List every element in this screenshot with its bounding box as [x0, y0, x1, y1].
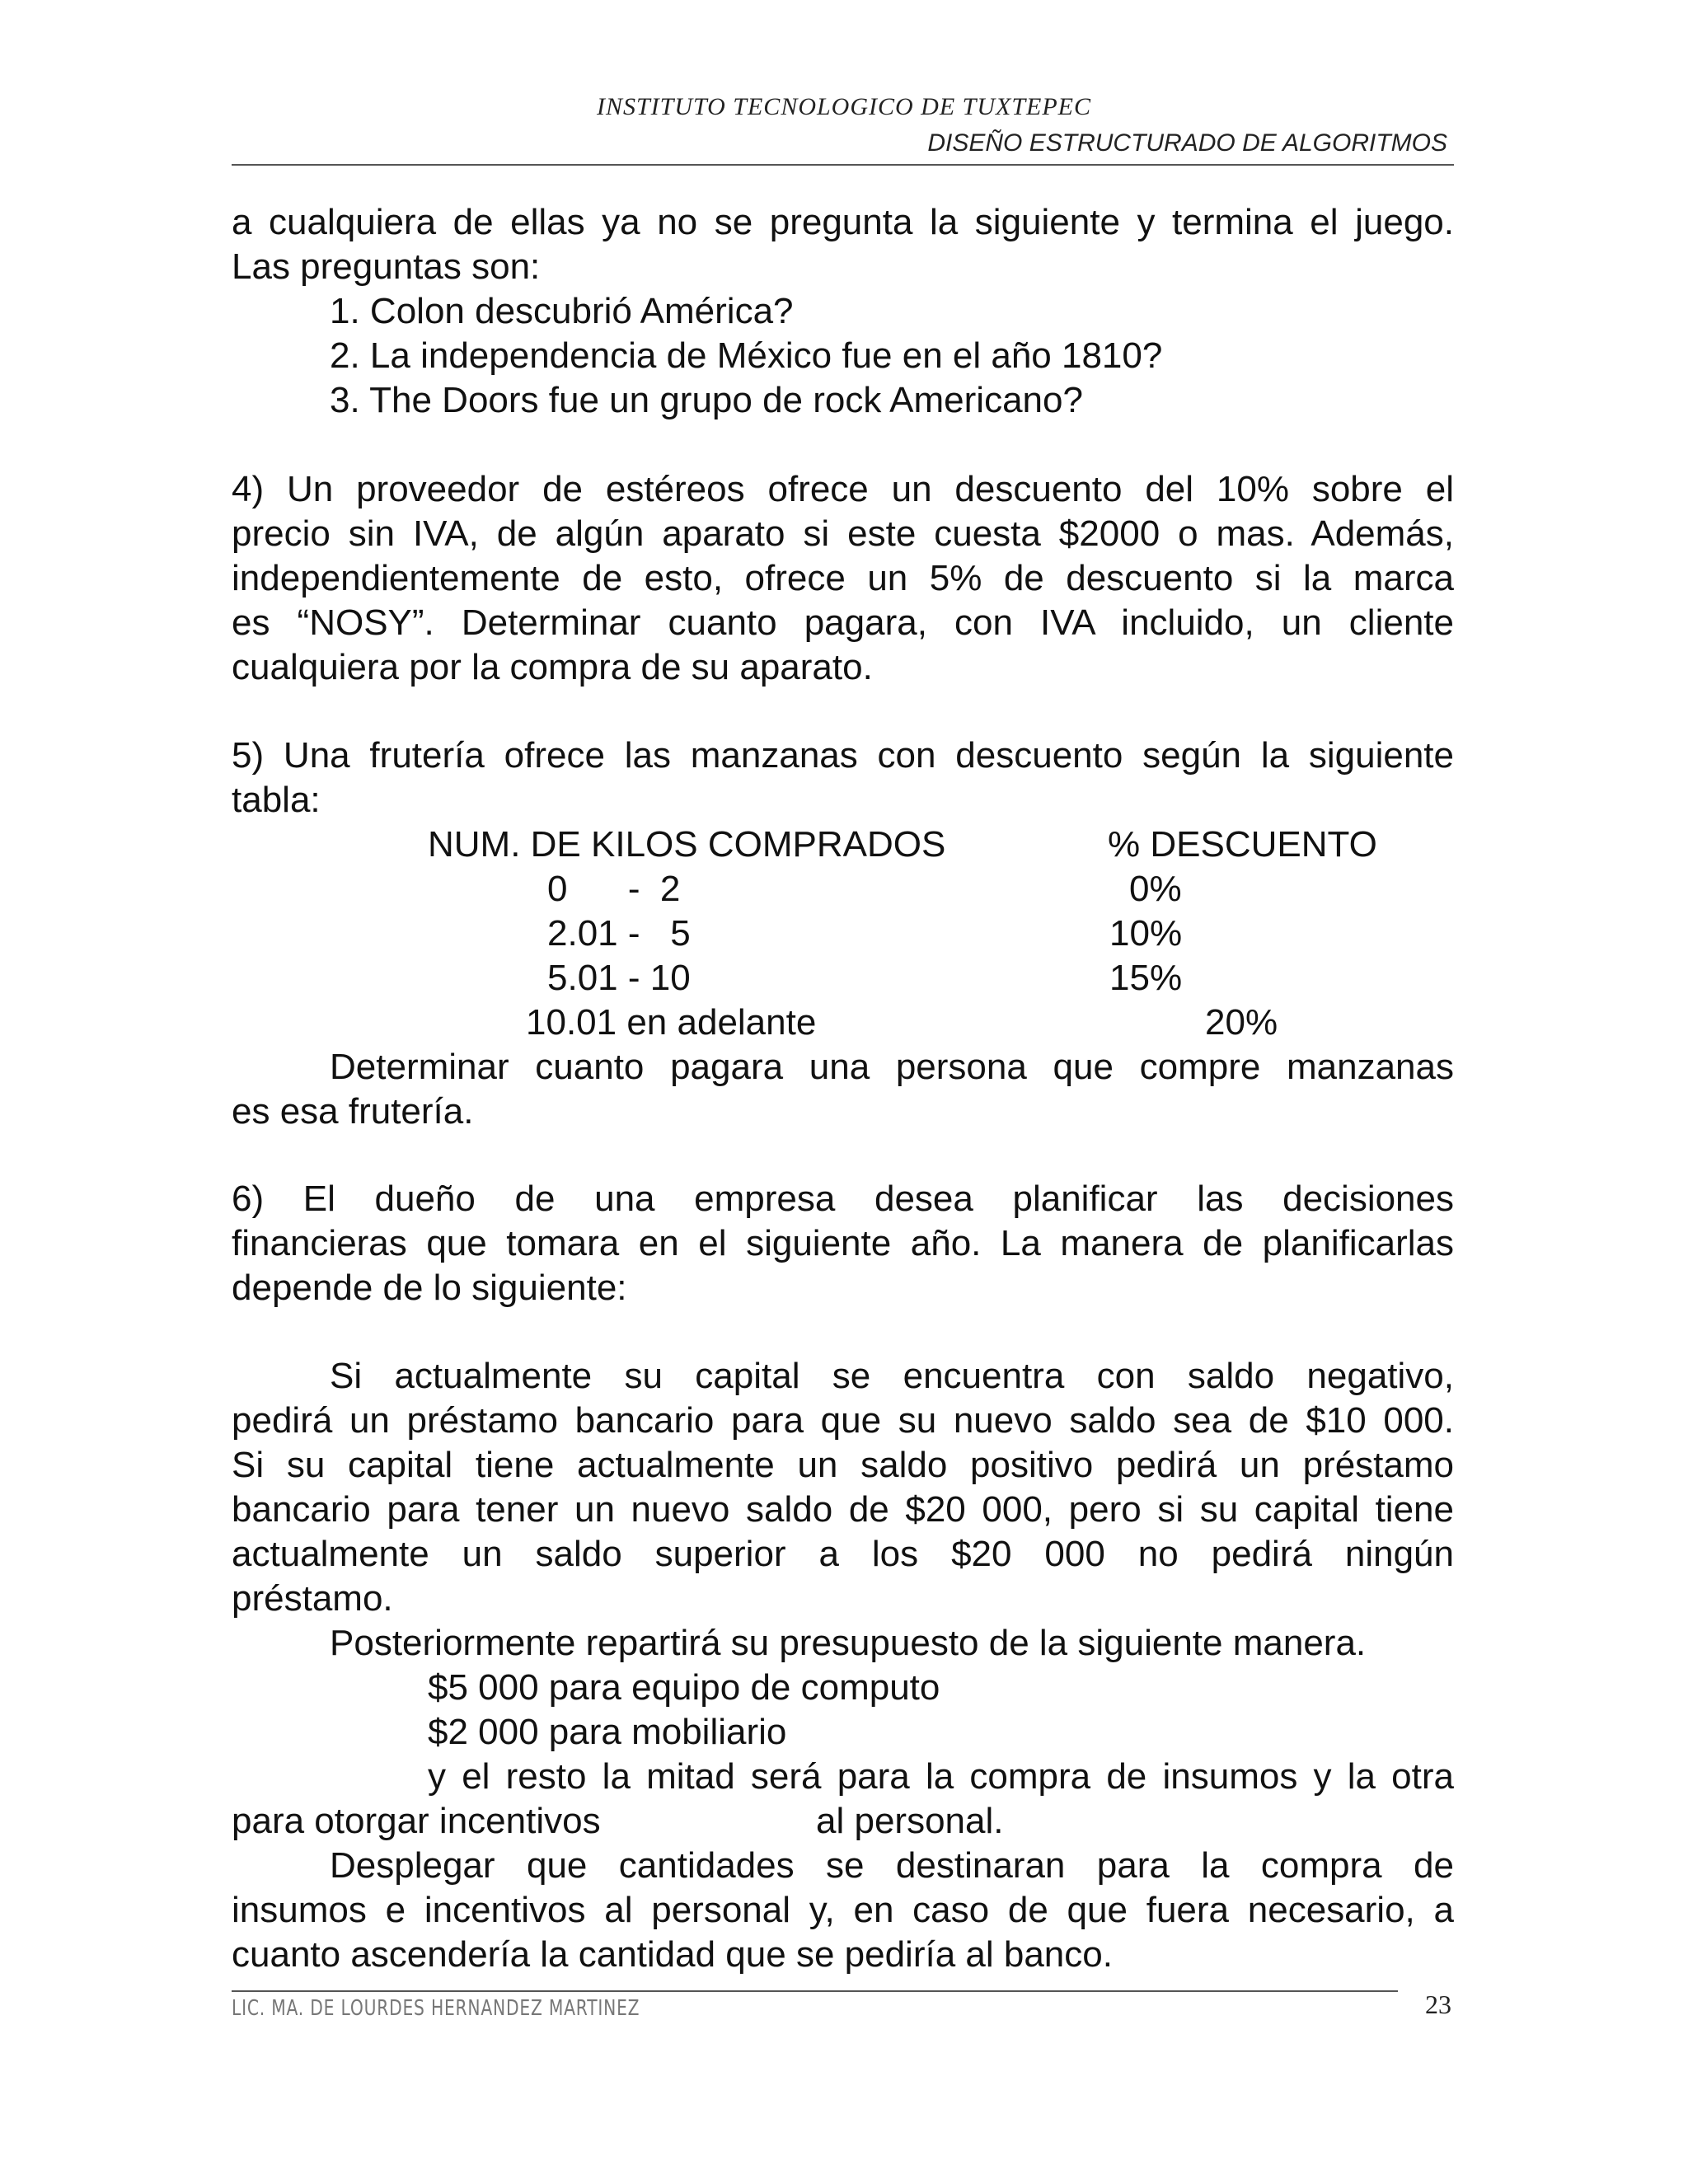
paragraph-line: Determinar cuanto pagara una persona que compre manzanas — [330, 1047, 1454, 1087]
paragraph-line: 5) Una frutería ofrece las manzanas con descuento según la siguiente — [232, 735, 1454, 776]
paragraph-line: insumos e incentivos al personal y, en caso de que fuera necesario, a — [232, 1890, 1454, 1930]
page-number: 23 — [1425, 1990, 1451, 2019]
paragraph-line: Si actualmente su capital se encuentra con saldo negativo, — [330, 1356, 1454, 1396]
header-course: DISEÑO ESTRUCTURADO DE ALGORITMOS — [927, 129, 1447, 157]
table-cell-kilos: 0 - 2 — [547, 869, 681, 909]
paragraph-line: para otorgar incentivos — [232, 1801, 601, 1841]
paragraph-line: es esa frutería. — [232, 1091, 474, 1132]
paragraph-line: depende de lo siguiente: — [232, 1268, 627, 1308]
paragraph-line: financieras que tomara en el siguiente año. La manera de planificarlas — [232, 1223, 1454, 1263]
question-item: 3. The Doors fue un grupo de rock Americano? — [330, 380, 1083, 420]
paragraph-line: bancario para tener un nuevo saldo de $20 000, pero si su capital tiene — [232, 1489, 1454, 1530]
table-cell-discount: 10% — [1109, 913, 1183, 954]
header-institute: INSTITUTO TECNOLOGICO DE TUXTEPEC — [596, 93, 1092, 120]
table-cell-discount: 20% — [1205, 1002, 1278, 1043]
paragraph-line: Desplegar que cantidades se destinaran para la compra de — [330, 1845, 1454, 1886]
table-cell-kilos: 10.01 en adelante — [526, 1002, 817, 1043]
paragraph-line: Posteriormente repartirá su presupuesto de la siguiente manera. — [330, 1623, 1367, 1663]
table-header-kilos: NUM. DE KILOS COMPRADOS — [428, 824, 946, 865]
paragraph-line: a cualquiera de ellas ya no se pregunta la siguiente y termina el juego. — [232, 202, 1454, 242]
footer-author: LIC. MA. DE LOURDES HERNANDEZ MARTINEZ — [232, 1996, 640, 2021]
paragraph-line: cuanto ascendería la cantidad que se pediría al banco. — [232, 1934, 1113, 1975]
paragraph-line: cualquiera por la compra de su aparato. — [232, 647, 873, 687]
table-header-discount: % DESCUENTO — [1108, 824, 1377, 865]
paragraph-line: precio sin IVA, de algún aparato si este cuesta $2000 o mas. Además, — [232, 513, 1454, 554]
question-item: 1. Colon descubrió América? — [330, 291, 794, 331]
table-cell-discount: 15% — [1109, 958, 1183, 998]
paragraph-line: es “NOSY”. Determinar cuanto pagara, con IVA incluido, un cliente — [232, 602, 1454, 643]
footer-rule — [232, 1990, 1398, 1992]
header-rule — [232, 164, 1454, 166]
paragraph-line: préstamo. — [232, 1578, 393, 1619]
budget-item: $2 000 para mobiliario — [428, 1712, 787, 1752]
paragraph-line: 4) Un proveedor de estéreos ofrece un descuento del 10% sobre el — [232, 469, 1454, 509]
question-item: 2. La independencia de México fue en el año 1810? — [330, 335, 1163, 376]
paragraph-line: independientemente de esto, ofrece un 5% de descuento si la marca — [232, 558, 1454, 598]
paragraph-line: actualmente un saldo superior a los $20 000 no pedirá ningún — [232, 1534, 1454, 1574]
paragraph-line: 6) El dueño de una empresa desea planificar las decisiones — [232, 1179, 1454, 1219]
budget-item: y el resto la mitad será para la compra de insumos y la otra — [428, 1756, 1454, 1797]
table-cell-discount: 0% — [1129, 869, 1182, 909]
paragraph-line: tabla: — [232, 780, 321, 820]
table-cell-kilos: 2.01 - 5 — [547, 913, 691, 954]
table-cell-kilos: 5.01 - 10 — [547, 958, 691, 998]
paragraph-line: Las preguntas son: — [232, 246, 541, 287]
paragraph-line: pedirá un préstamo bancario para que su nuevo saldo sea de $10 000. — [232, 1400, 1454, 1441]
paragraph-line: al personal. — [816, 1801, 1004, 1841]
paragraph-line: Si su capital tiene actualmente un saldo positivo pedirá un préstamo — [232, 1445, 1454, 1485]
budget-item: $5 000 para equipo de computo — [428, 1667, 940, 1708]
